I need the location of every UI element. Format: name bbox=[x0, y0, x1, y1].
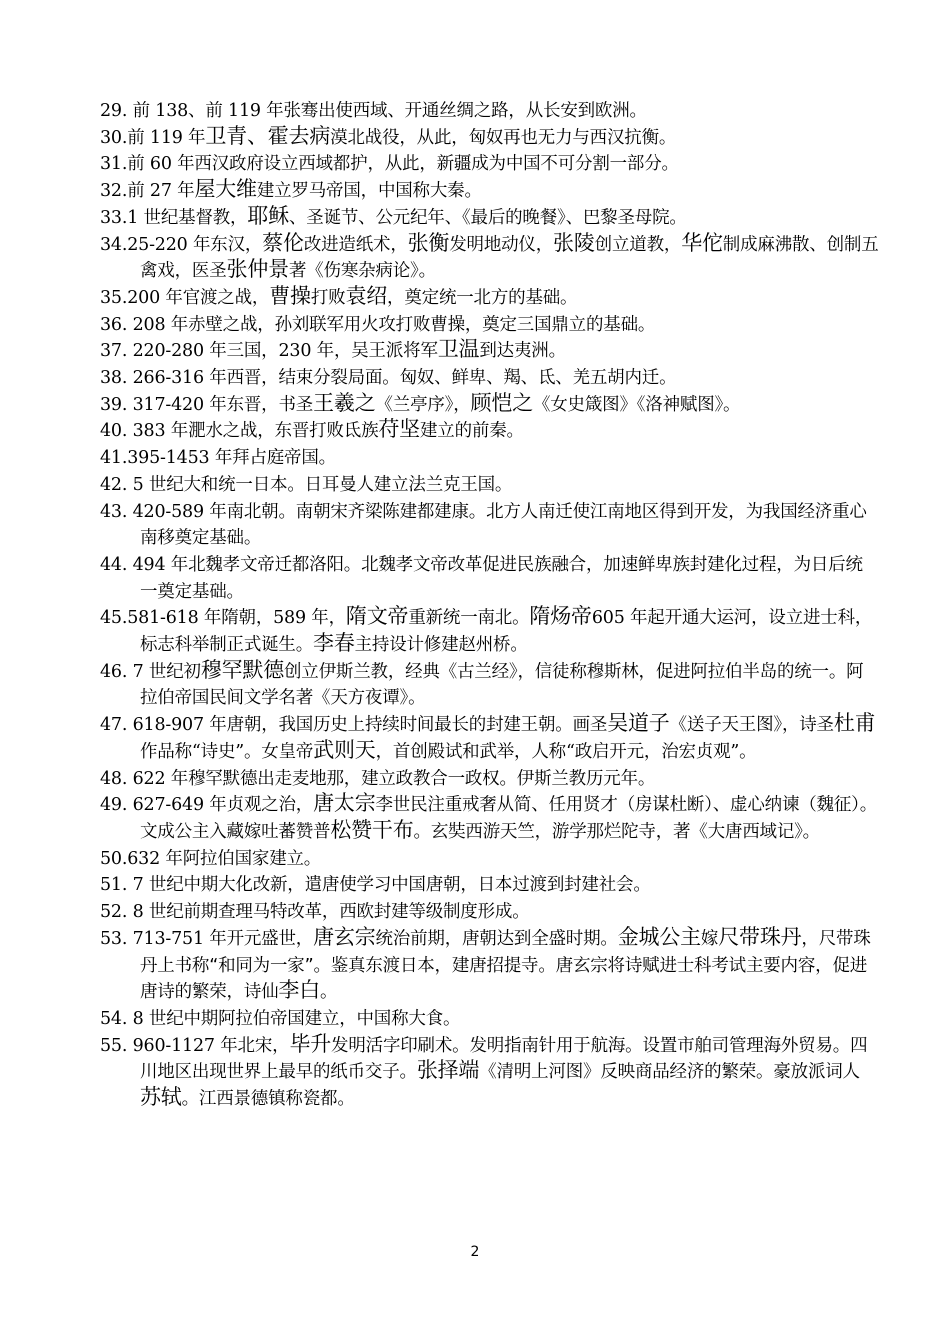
entry-text: ，设立进士科，标志 bbox=[140, 608, 873, 656]
key-person: 毕升 bbox=[289, 1031, 332, 1056]
entry-text: ， bbox=[230, 207, 248, 228]
timeline-entry-50 bbox=[100, 846, 880, 873]
entry-text: 。 bbox=[548, 341, 566, 362]
entry-text: 。 bbox=[510, 635, 528, 656]
entry-text: 37. 220-280 年三国，230 年，吴王派将军 bbox=[100, 341, 438, 362]
entry-text: 46. 7 世纪初 bbox=[100, 661, 201, 682]
entry-text: 。 bbox=[337, 1089, 355, 1110]
entry-text: 605 年起开通 bbox=[591, 608, 700, 629]
entry-text: 41.395-1453 年 bbox=[100, 448, 233, 469]
key-term: 唐朝 bbox=[226, 715, 262, 736]
entry-text: 。 bbox=[506, 421, 524, 442]
entry-text: ，孙刘联军用火攻打败曹操，奠定三国鼎立的基础。 bbox=[257, 314, 656, 335]
entry-text: 。 bbox=[464, 181, 482, 202]
key-person: 杜甫 bbox=[833, 711, 876, 736]
entry-text: 著《伤寒杂病论》。 bbox=[288, 261, 436, 282]
entry-text: 孝文帝迁都洛阳。 bbox=[222, 554, 362, 575]
entry-text: 正式诞生。 bbox=[226, 635, 314, 656]
entry-text: 《送子天王图》， bbox=[669, 715, 800, 736]
entry-text: 43. 420-589 年 bbox=[100, 501, 227, 522]
key-term: 武举 bbox=[479, 741, 515, 762]
timeline-entry-49 bbox=[100, 792, 880, 845]
key-term: 前秦 bbox=[471, 421, 507, 442]
entry-text: 用于航海。设置 bbox=[555, 1035, 678, 1056]
key-person: 金城公主 bbox=[617, 924, 701, 949]
key-term: 赵州桥 bbox=[458, 635, 511, 656]
key-term: 基督教 bbox=[178, 207, 231, 228]
entry-text: 建立 bbox=[256, 181, 292, 202]
entry-text: 作品称“诗史”。女皇帝 bbox=[140, 741, 314, 762]
entry-text: 《兰亭序》， bbox=[375, 394, 471, 415]
entry-text: 47. 618-907 年 bbox=[100, 715, 227, 736]
timeline-entry-54 bbox=[100, 1006, 880, 1033]
key-term: 交子 bbox=[364, 1062, 400, 1083]
entry-text: 制成麻沸散、创制五禽戏， bbox=[140, 234, 879, 282]
key-term: 活字印刷术 bbox=[365, 1035, 453, 1056]
entry-text: 31.前 60 年西汉政府设立 bbox=[100, 154, 299, 175]
key-person: 隋炀帝 bbox=[529, 604, 592, 629]
timeline-entry-46 bbox=[100, 659, 880, 712]
key-term: 隋朝 bbox=[221, 608, 256, 629]
entry-text: 建立。 bbox=[269, 848, 322, 869]
key-term: 文成公主入藏 bbox=[140, 821, 244, 842]
key-term: 大运河 bbox=[699, 608, 752, 629]
key-term: 诗圣 bbox=[799, 715, 834, 736]
key-person: 张陵 bbox=[553, 230, 595, 255]
entry-text: 重新统一南北。 bbox=[408, 608, 530, 629]
entry-text: 、开通 bbox=[387, 101, 440, 121]
entry-text: 《女史箴图》《洛神赋图》。 bbox=[532, 394, 741, 415]
entry-text: ， bbox=[287, 875, 305, 896]
key-term: 大和统一日本 bbox=[183, 474, 288, 495]
key-person: 华佗 bbox=[681, 230, 723, 255]
entry-text: 发明地动仪， bbox=[449, 234, 554, 255]
entry-text: 促进民族融合，加速鲜卑族封建化过程，为日后统一奠定基础。 bbox=[140, 554, 863, 602]
key-term: 拜占庭帝国 bbox=[232, 448, 319, 469]
key-term: 改进造纸术 bbox=[303, 234, 391, 255]
key-term: 鉴真东渡 bbox=[330, 955, 400, 976]
key-term: 伊斯兰教 bbox=[318, 661, 388, 682]
page-number: 2 bbox=[470, 1244, 480, 1260]
key-person: 武则天 bbox=[313, 737, 376, 762]
key-person: 曹操 bbox=[269, 283, 311, 308]
entry-text: 。 bbox=[320, 982, 338, 1003]
entry-text: 嫁 bbox=[700, 928, 719, 949]
timeline-entry-35 bbox=[100, 285, 880, 312]
entry-text: ，人称“政启开元，治宏贞观”。 bbox=[514, 741, 757, 762]
entry-text: 》。 bbox=[399, 688, 426, 709]
key-term: 江南地区得到开发，为我国经济重心南移奠定基础 bbox=[140, 501, 867, 549]
key-person: 苏轼 bbox=[140, 1085, 182, 1110]
timeline-entry-40 bbox=[100, 418, 880, 445]
entry-text: 和 bbox=[462, 741, 480, 762]
key-term: 遣唐使 bbox=[304, 875, 357, 896]
entry-text: ，建立政教合一政权。 bbox=[343, 768, 517, 789]
entry-text: 主持设计修建 bbox=[354, 635, 459, 656]
entry-text: ，589 年， bbox=[255, 608, 346, 629]
key-term: 北魏 bbox=[188, 554, 223, 575]
timeline-entry-55 bbox=[100, 1033, 880, 1113]
timeline-entry-44 bbox=[100, 552, 880, 605]
key-person: 袁绍 bbox=[345, 283, 388, 308]
key-person: 卫温 bbox=[437, 337, 480, 362]
key-term: 官渡之战 bbox=[182, 287, 252, 308]
key-term: 查理马特改革 bbox=[218, 902, 322, 923]
timeline-entry-36 bbox=[100, 312, 880, 339]
key-person: 屋大维 bbox=[194, 177, 257, 202]
entry-text: ， bbox=[295, 795, 314, 816]
entry-text: 创立 bbox=[594, 234, 630, 255]
key-term: 科举制 bbox=[174, 635, 227, 656]
entry-text: 。江西景德镇称 bbox=[181, 1089, 303, 1110]
entry-text: 35.200 年 bbox=[100, 287, 183, 308]
key-person: 尺带珠丹 bbox=[718, 924, 802, 949]
entry-text: 。 bbox=[494, 474, 513, 495]
key-term: 指南针 bbox=[504, 1035, 556, 1056]
key-term: 市舶司 bbox=[677, 1035, 729, 1056]
timeline-entry-29 bbox=[100, 98, 880, 125]
key-person: 苻坚 bbox=[378, 417, 420, 442]
timeline-entry-32 bbox=[100, 178, 880, 205]
key-term: 漠北战役 bbox=[330, 127, 400, 148]
key-person: 李白 bbox=[278, 978, 321, 1003]
key-term: 天方夜谭 bbox=[330, 688, 400, 709]
entry-text: 李世民注重戒奢从简、任用贤才（房谋杜断）、虚心纳谏（魏征）。 bbox=[375, 795, 877, 816]
key-person: 李春 bbox=[313, 631, 355, 656]
entry-text: 33.1 世纪 bbox=[100, 207, 179, 228]
entry-text: 、《最后的晚餐》、巴黎圣母院。 bbox=[444, 207, 687, 228]
entry-text: ，我国历史上持续时间最长的封建王朝。画圣 bbox=[261, 715, 608, 736]
entry-text: 55. 960-1127 年 bbox=[100, 1035, 238, 1056]
entry-text: 51. 7 世纪中期 bbox=[100, 875, 219, 896]
timeline-entry-41 bbox=[100, 445, 880, 472]
entry-text: ， bbox=[244, 234, 263, 255]
timeline-entry-42 bbox=[100, 472, 880, 499]
entry-text: ，从此，新疆成为中国不可分割一部分。 bbox=[367, 154, 679, 175]
entry-text: ，西欧封建等级制度形成。 bbox=[321, 902, 530, 923]
entry-text: 创立 bbox=[284, 661, 319, 682]
entry-text: 39. 317-420 年东晋，书圣 bbox=[100, 394, 314, 415]
key-term: 北魏孝文帝改革 bbox=[361, 554, 483, 575]
key-person: 张衡 bbox=[407, 230, 450, 255]
key-person: 穆罕默德 bbox=[200, 657, 284, 682]
timeline-entry-38 bbox=[100, 365, 880, 392]
entry-text: 从长安到欧洲。 bbox=[525, 101, 647, 121]
key-person: 吴道子 bbox=[607, 711, 670, 736]
entry-text: 。 bbox=[659, 368, 677, 389]
key-term: 大秦 bbox=[429, 181, 465, 202]
timeline-entry-43 bbox=[100, 499, 880, 552]
entry-text: 52. 8 世纪前期 bbox=[100, 902, 219, 923]
entry-text: 29. 前 138、前 119 年 bbox=[100, 101, 284, 121]
entry-text: 。 bbox=[318, 448, 336, 469]
entry-text: 49. 627-649 年 bbox=[100, 795, 227, 816]
entry-text: 发明 bbox=[331, 1035, 366, 1056]
key-term: 西域都护 bbox=[298, 154, 368, 175]
entry-text: 32.前 27 年 bbox=[100, 181, 195, 202]
entry-text: ， bbox=[272, 1035, 290, 1056]
entry-text: 建立的 bbox=[419, 421, 472, 442]
entry-text: 。南朝宋齐梁陈建都建康。北方人南迁使 bbox=[278, 501, 590, 522]
entry-text: 、圣诞节、 bbox=[288, 207, 376, 228]
key-term: 瓷都 bbox=[302, 1089, 338, 1110]
entry-text: ，首创 bbox=[375, 741, 428, 762]
entry-text: ，中国称 bbox=[360, 181, 430, 202]
key-term: 淝水之战 bbox=[188, 421, 258, 442]
entry-text: 48. 622 年穆罕默德 bbox=[100, 768, 258, 789]
timeline-entry-30 bbox=[100, 125, 880, 152]
entry-text: 42. 5 世纪 bbox=[100, 474, 184, 495]
entry-text: 。日耳曼人建立 bbox=[287, 474, 409, 495]
entry-text: 统治前期，唐朝达到全盛时期。 bbox=[375, 928, 618, 949]
entry-text: 。 bbox=[399, 1062, 417, 1083]
timeline-entry-31 bbox=[100, 151, 880, 178]
entry-text: 学习中国唐朝，日本过渡到封建社会。 bbox=[356, 875, 651, 896]
entry-text: 53. 713-751 年 bbox=[100, 928, 227, 949]
key-term: “和同为一家” bbox=[209, 955, 314, 976]
key-term: 清明上河图 bbox=[496, 1062, 584, 1083]
entry-text: 日本，建唐招提寺。唐玄宗将诗赋进士科考试主要内容，促进唐诗的繁荣， bbox=[140, 955, 868, 1003]
key-person: 张仲景 bbox=[226, 257, 289, 282]
entry-text: 嫁吐蕃赞普 bbox=[243, 821, 331, 842]
key-term: 到达夷洲 bbox=[479, 341, 549, 362]
key-term: 开元盛世 bbox=[226, 928, 296, 949]
key-term: 大化改新 bbox=[218, 875, 288, 896]
key-person: 卫青、霍去病 bbox=[205, 123, 331, 148]
key-person: 王羲之 bbox=[313, 390, 376, 415]
entry-text: 40. 383 年 bbox=[100, 421, 189, 442]
key-term: 出走麦地那 bbox=[257, 768, 344, 789]
entry-text: 30.前 119 年 bbox=[100, 127, 206, 148]
key-term: 伊斯兰教历 bbox=[516, 768, 604, 789]
entry-text: 》反映商品经济的繁荣。豪放派词人 bbox=[583, 1062, 860, 1083]
entry-text: 44. 494 年 bbox=[100, 554, 189, 575]
key-term: 法兰克王国 bbox=[408, 474, 495, 495]
timeline-entry-34 bbox=[100, 232, 880, 285]
entry-text: 。 bbox=[413, 821, 431, 842]
entry-text: ，从此，匈奴再也无力与西汉抗衡。 bbox=[399, 127, 677, 148]
entry-text: ，经典《古兰经》，信徒称穆斯林，促进阿拉伯半岛的统一。阿拉伯帝国民间文学名著《 bbox=[140, 661, 864, 709]
history-timeline-list bbox=[100, 98, 880, 1113]
key-person: 耶稣 bbox=[247, 203, 289, 228]
key-term: 公元纪年 bbox=[375, 207, 445, 228]
entry-text: 元年。 bbox=[603, 768, 656, 789]
timeline-entry-37 bbox=[100, 338, 880, 365]
key-person: 隋文帝 bbox=[345, 604, 409, 629]
entry-text: 36. 208 年 bbox=[100, 314, 189, 335]
timeline-entry-52 bbox=[100, 899, 880, 926]
entry-text: ， bbox=[663, 234, 682, 255]
key-term: 阿拉伯国家 bbox=[182, 848, 270, 869]
key-person: 顾恺之 bbox=[470, 390, 533, 415]
entry-text: 38. 266-316 年西晋，结束分裂局面。匈奴、鲜卑、羯、氐、羌 bbox=[100, 368, 590, 389]
timeline-entry-45 bbox=[100, 605, 880, 658]
entry-text: ，奠定统一北方的基础。 bbox=[387, 287, 578, 308]
entry-text: 。发明 bbox=[452, 1035, 505, 1056]
key-term: 玄奘西游 bbox=[430, 821, 501, 842]
key-person: 松赞干布 bbox=[330, 817, 414, 842]
timeline-entry-48 bbox=[100, 766, 880, 793]
entry-text: 45.581-618 年 bbox=[100, 608, 222, 629]
timeline-entry-39 bbox=[100, 392, 880, 419]
timeline-entry-53 bbox=[100, 926, 880, 1006]
timeline-entry-33 bbox=[100, 205, 880, 232]
key-term: 南北朝 bbox=[226, 501, 279, 522]
entry-text: ， bbox=[251, 287, 270, 308]
entry-text: 。 bbox=[313, 955, 331, 976]
entry-text: ， bbox=[295, 928, 314, 949]
key-term: 诗仙 bbox=[243, 982, 279, 1003]
key-person: 唐太宗 bbox=[313, 791, 376, 816]
key-person: 唐玄宗 bbox=[313, 924, 376, 949]
entry-text: 。 bbox=[243, 528, 262, 549]
entry-text: 建立，中国称大食。 bbox=[304, 1008, 461, 1029]
key-term: 道教 bbox=[629, 234, 664, 255]
key-term: 阿拉伯帝国 bbox=[218, 1008, 305, 1029]
entry-text: 34.25-220 年 bbox=[100, 234, 211, 255]
entry-text: 50.632 年 bbox=[100, 848, 183, 869]
key-term: 张骞出使西域 bbox=[283, 101, 388, 121]
entry-text: 管理海外贸易。四川地区出现世界上最早的纸币 bbox=[140, 1035, 868, 1083]
key-term: 东汉 bbox=[210, 234, 245, 255]
key-term: 赤壁之战 bbox=[188, 314, 258, 335]
timeline-entry-51 bbox=[100, 872, 880, 899]
entry-text: 天竺，游学那烂陀寺，著《大唐西域记》。 bbox=[500, 821, 820, 842]
key-term: 五胡内迁 bbox=[589, 368, 660, 389]
key-term: 殿试 bbox=[427, 741, 463, 762]
entry-text: 《 bbox=[479, 1062, 497, 1083]
timeline-entry-47 bbox=[100, 712, 880, 765]
entry-text: 打败 bbox=[310, 287, 346, 308]
key-term: 北宋 bbox=[237, 1035, 273, 1056]
entry-text: 54. 8 世纪中期 bbox=[100, 1008, 219, 1029]
entry-text: ， bbox=[390, 234, 408, 255]
key-person: 张择端 bbox=[416, 1058, 480, 1083]
key-term: 贞观之治 bbox=[226, 795, 296, 816]
key-term: 罗马帝国 bbox=[291, 181, 361, 202]
entry-text: ，尺带珠丹上书称 bbox=[140, 928, 871, 976]
entry-text: ，东晋打败氐族 bbox=[257, 421, 379, 442]
key-person: 蔡伦 bbox=[262, 230, 304, 255]
key-term: 丝绸之路， bbox=[439, 101, 526, 121]
key-term: 医圣 bbox=[191, 261, 227, 282]
